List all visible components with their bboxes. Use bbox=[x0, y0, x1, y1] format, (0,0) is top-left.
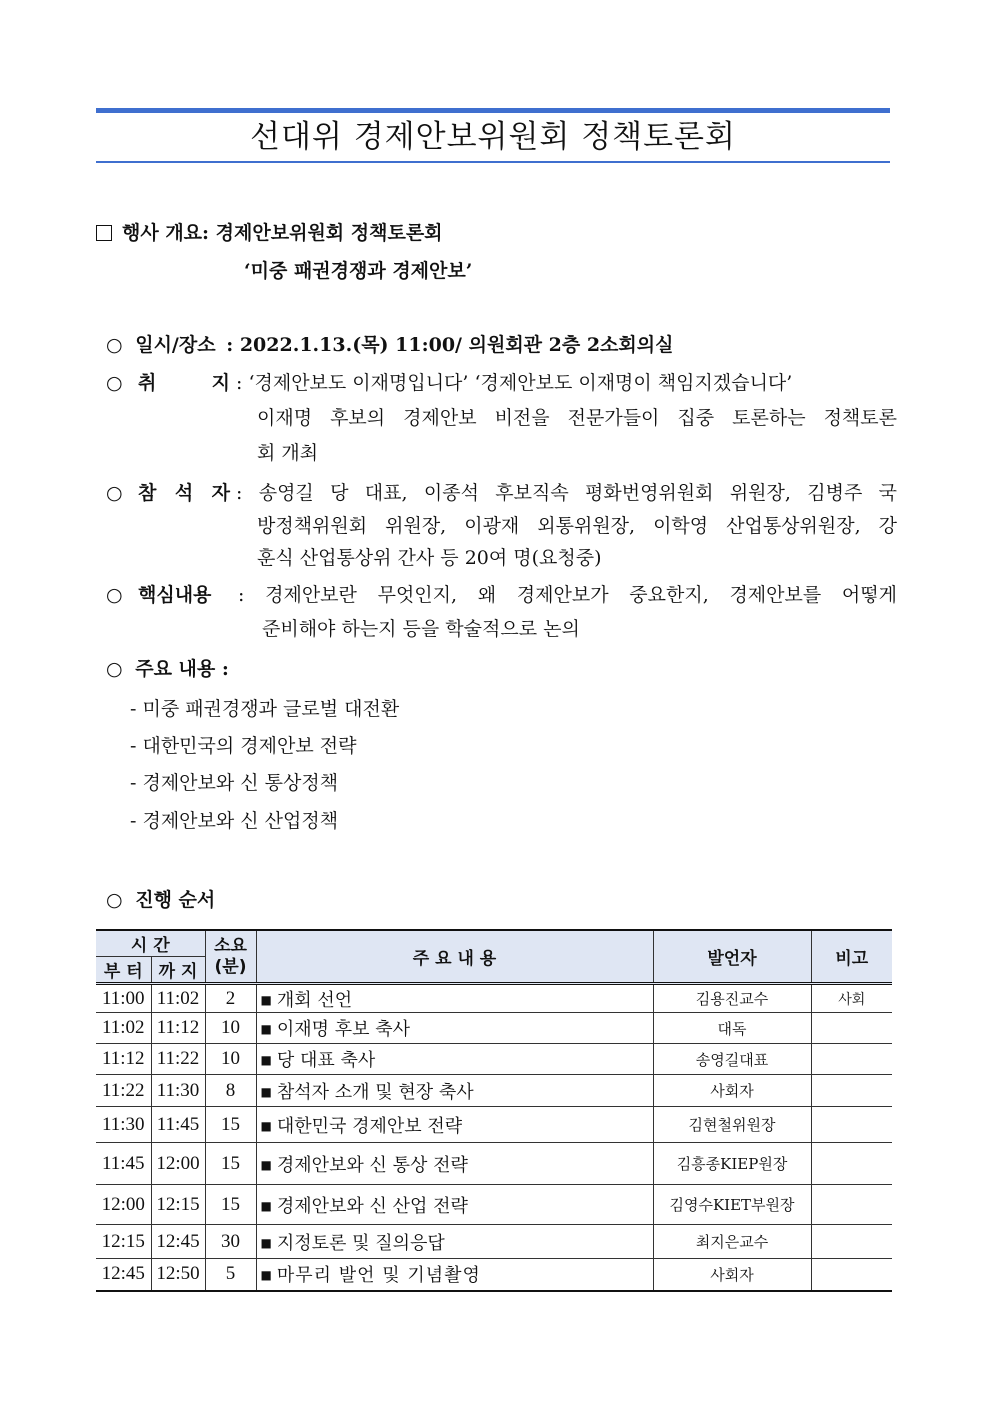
datetime-value: : 2022.1.13.(목) 11:00/ 의원회관 2층 2소회의실 bbox=[226, 334, 674, 356]
attendees-line-3: 훈식 산업통상위 간사 등 20여 명(요청중) bbox=[257, 547, 602, 569]
schedule-table bbox=[96, 929, 892, 1292]
cell-content bbox=[256, 1185, 653, 1225]
header-time: 시 간 bbox=[96, 930, 205, 957]
cell-speaker: 사회자 bbox=[653, 1259, 811, 1291]
cell-speaker: 김영수KIET부원장 bbox=[653, 1185, 811, 1225]
cell-speaker: 대독 bbox=[653, 1013, 811, 1044]
cell-note bbox=[811, 1107, 892, 1143]
attendees-label: 참 석 자 bbox=[138, 482, 230, 504]
main-content-label: 주요 내용 : bbox=[135, 658, 229, 680]
purpose-label: 취 지 bbox=[138, 372, 230, 394]
header-to: 까 지 bbox=[151, 957, 205, 984]
cell-from: 11:02 bbox=[96, 1013, 151, 1044]
overview-subtitle: ‘미중 패권경쟁과 경제안보’ bbox=[244, 260, 473, 282]
cell-content bbox=[256, 984, 653, 1013]
header-from: 부 터 bbox=[96, 957, 151, 984]
square-bullet-icon: ■ bbox=[260, 1053, 272, 1067]
cell-duration: 15 bbox=[205, 1185, 256, 1225]
cell-duration: 15 bbox=[205, 1107, 256, 1143]
circle-bullet-icon: ○ bbox=[106, 334, 123, 356]
cell-speaker: 송영길대표 bbox=[653, 1044, 811, 1075]
main-item: - 경제안보와 신 산업정책 bbox=[130, 810, 339, 832]
header-speaker: 발언자 bbox=[653, 930, 811, 984]
cell-content-text: 이재명 후보 축사 bbox=[276, 1019, 411, 1040]
cell-note bbox=[811, 1143, 892, 1185]
title-bottom-rule bbox=[96, 161, 890, 163]
cell-note bbox=[811, 1225, 892, 1259]
circle-bullet-icon: ○ bbox=[106, 482, 123, 504]
square-bullet-icon: ■ bbox=[260, 1084, 272, 1099]
square-bullet-icon: ■ bbox=[260, 1118, 272, 1133]
cell-content bbox=[256, 1044, 653, 1075]
attendees-marker bbox=[106, 478, 123, 508]
cell-to: 11:12 bbox=[151, 1013, 205, 1044]
cell-duration: 10 bbox=[205, 1044, 256, 1075]
cell-to: 12:00 bbox=[151, 1143, 205, 1185]
cell-to: 12:45 bbox=[151, 1225, 205, 1259]
cell-from: 12:00 bbox=[96, 1185, 151, 1225]
order-heading bbox=[106, 885, 215, 915]
cell-content-text: 대한민국 경제안보 전략 bbox=[276, 1115, 463, 1137]
cell-to: 11:22 bbox=[151, 1044, 205, 1075]
cell-content-text: 경제안보와 신 산업 전략 bbox=[276, 1195, 468, 1217]
purpose-line-2: 이재명 후보의 경제안보 비전을 전문가들이 집중 토론하는 정책토론 bbox=[257, 407, 897, 429]
title-top-rule bbox=[96, 108, 890, 113]
cell-to: 11:02 bbox=[151, 984, 205, 1013]
cell-duration: 5 bbox=[205, 1259, 256, 1291]
cell-content bbox=[256, 1225, 653, 1259]
datetime-label: 일시/장소 bbox=[135, 334, 216, 356]
cell-content bbox=[256, 1143, 653, 1185]
table-row bbox=[96, 1225, 892, 1259]
cell-to: 11:30 bbox=[151, 1075, 205, 1107]
core-line-1: : 경제안보란 무엇인지, 왜 경제안보가 중요한지, 경제안보를 어떻게 bbox=[238, 584, 897, 606]
square-bullet-icon: ■ bbox=[260, 992, 272, 1007]
square-bullet-icon: ■ bbox=[260, 1235, 272, 1250]
cell-speaker: 김현철위원장 bbox=[653, 1107, 811, 1143]
table-row bbox=[96, 1143, 892, 1185]
table-row bbox=[96, 1185, 892, 1225]
cell-content-text: 지정토론 및 질의응답 bbox=[276, 1232, 445, 1254]
cell-note bbox=[811, 1185, 892, 1225]
cell-from: 11:00 bbox=[96, 984, 151, 1013]
cell-duration: 10 bbox=[205, 1013, 256, 1044]
cell-speaker: 사회자 bbox=[653, 1075, 811, 1107]
header-note: 비고 bbox=[811, 930, 892, 984]
cell-to: 12:15 bbox=[151, 1185, 205, 1225]
cell-from: 12:45 bbox=[96, 1259, 151, 1291]
cell-content bbox=[256, 1075, 653, 1107]
cell-content-text: 경제안보와 신 통상 전략 bbox=[276, 1154, 468, 1176]
cell-note: 사회 bbox=[811, 984, 892, 1013]
square-bullet-icon: ■ bbox=[260, 1022, 272, 1036]
cell-content-text: 참석자 소개 및 현장 축사 bbox=[276, 1081, 474, 1103]
header-content: 주 요 내 용 bbox=[256, 930, 653, 984]
cell-content-text: 마무리 발언 및 기념촬영 bbox=[276, 1265, 481, 1287]
cell-to: 12:50 bbox=[151, 1259, 205, 1291]
attendees-line-2: 방정책위원회 위원장, 이광재 외통위원장, 이학영 산업통상위원장, 강 bbox=[257, 515, 897, 537]
overview-label: 행사 개요: bbox=[122, 222, 210, 244]
core-marker bbox=[106, 580, 123, 610]
cell-duration: 8 bbox=[205, 1075, 256, 1107]
table-row bbox=[96, 984, 892, 1013]
purpose-line-1: : ‘경제안보도 이재명입니다’ ‘경제안보도 이재명이 책임지겠습니다’ bbox=[236, 372, 793, 394]
core-label: 핵심내용 bbox=[138, 584, 212, 606]
cell-content-text: 개회 선언 bbox=[276, 989, 353, 1011]
cell-from: 11:22 bbox=[96, 1075, 151, 1107]
cell-duration: 15 bbox=[205, 1143, 256, 1185]
table-row bbox=[96, 1107, 892, 1143]
attendees-line-1: : 송영길 당 대표, 이종석 후보직속 평화번영위원회 위원장, 김병주 국 bbox=[236, 482, 897, 504]
cell-note bbox=[811, 1259, 892, 1291]
main-item: - 미중 패권경쟁과 글로벌 대전환 bbox=[130, 698, 400, 720]
cell-to: 11:45 bbox=[151, 1107, 205, 1143]
table-row bbox=[96, 1075, 892, 1107]
purpose-line-3: 회 개최 bbox=[257, 442, 319, 464]
overview-line bbox=[96, 218, 443, 248]
purpose-marker bbox=[106, 368, 123, 398]
cell-speaker: 김흥종KIEP원장 bbox=[653, 1143, 811, 1185]
cell-note bbox=[811, 1013, 892, 1044]
main-item: - 대한민국의 경제안보 전략 bbox=[130, 735, 357, 757]
cell-from: 12:15 bbox=[96, 1225, 151, 1259]
datetime-row bbox=[106, 330, 673, 360]
main-content-heading bbox=[106, 654, 229, 684]
circle-bullet-icon: ○ bbox=[106, 372, 123, 394]
circle-bullet-icon: ○ bbox=[106, 889, 123, 911]
cell-from: 11:30 bbox=[96, 1107, 151, 1143]
circle-bullet-icon: ○ bbox=[106, 584, 123, 606]
core-line-2: 준비해야 하는지 등을 학술적으로 논의 bbox=[262, 618, 580, 640]
cell-from: 11:12 bbox=[96, 1044, 151, 1075]
order-label: 진행 순서 bbox=[135, 889, 216, 911]
cell-content bbox=[256, 1259, 653, 1291]
page-title: 선대위 경제안보위원회 정책토론회 bbox=[250, 119, 736, 155]
circle-bullet-icon: ○ bbox=[106, 658, 123, 680]
cell-from: 11:45 bbox=[96, 1143, 151, 1185]
cell-content-text: 당 대표 축사 bbox=[276, 1050, 376, 1071]
cell-content bbox=[256, 1013, 653, 1044]
cell-content bbox=[256, 1107, 653, 1143]
square-bullet-icon: ■ bbox=[260, 1198, 272, 1213]
square-bullet-icon: ■ bbox=[260, 1157, 272, 1172]
cell-duration: 30 bbox=[205, 1225, 256, 1259]
table-row bbox=[96, 1044, 892, 1075]
overview-name: 경제안보위원회 정책토론회 bbox=[215, 222, 443, 244]
cell-note bbox=[811, 1044, 892, 1075]
main-item: - 경제안보와 신 통상정책 bbox=[130, 772, 339, 794]
header-duration: 소요 (분) bbox=[205, 930, 256, 984]
cell-speaker: 최지은교수 bbox=[653, 1225, 811, 1259]
table-row bbox=[96, 1013, 892, 1044]
table-row bbox=[96, 1259, 892, 1291]
cell-note bbox=[811, 1075, 892, 1107]
cell-duration: 2 bbox=[205, 984, 256, 1013]
square-bullet-icon: ■ bbox=[260, 1268, 272, 1283]
checkbox-square-icon bbox=[96, 225, 112, 241]
cell-speaker: 김용진교수 bbox=[653, 984, 811, 1013]
